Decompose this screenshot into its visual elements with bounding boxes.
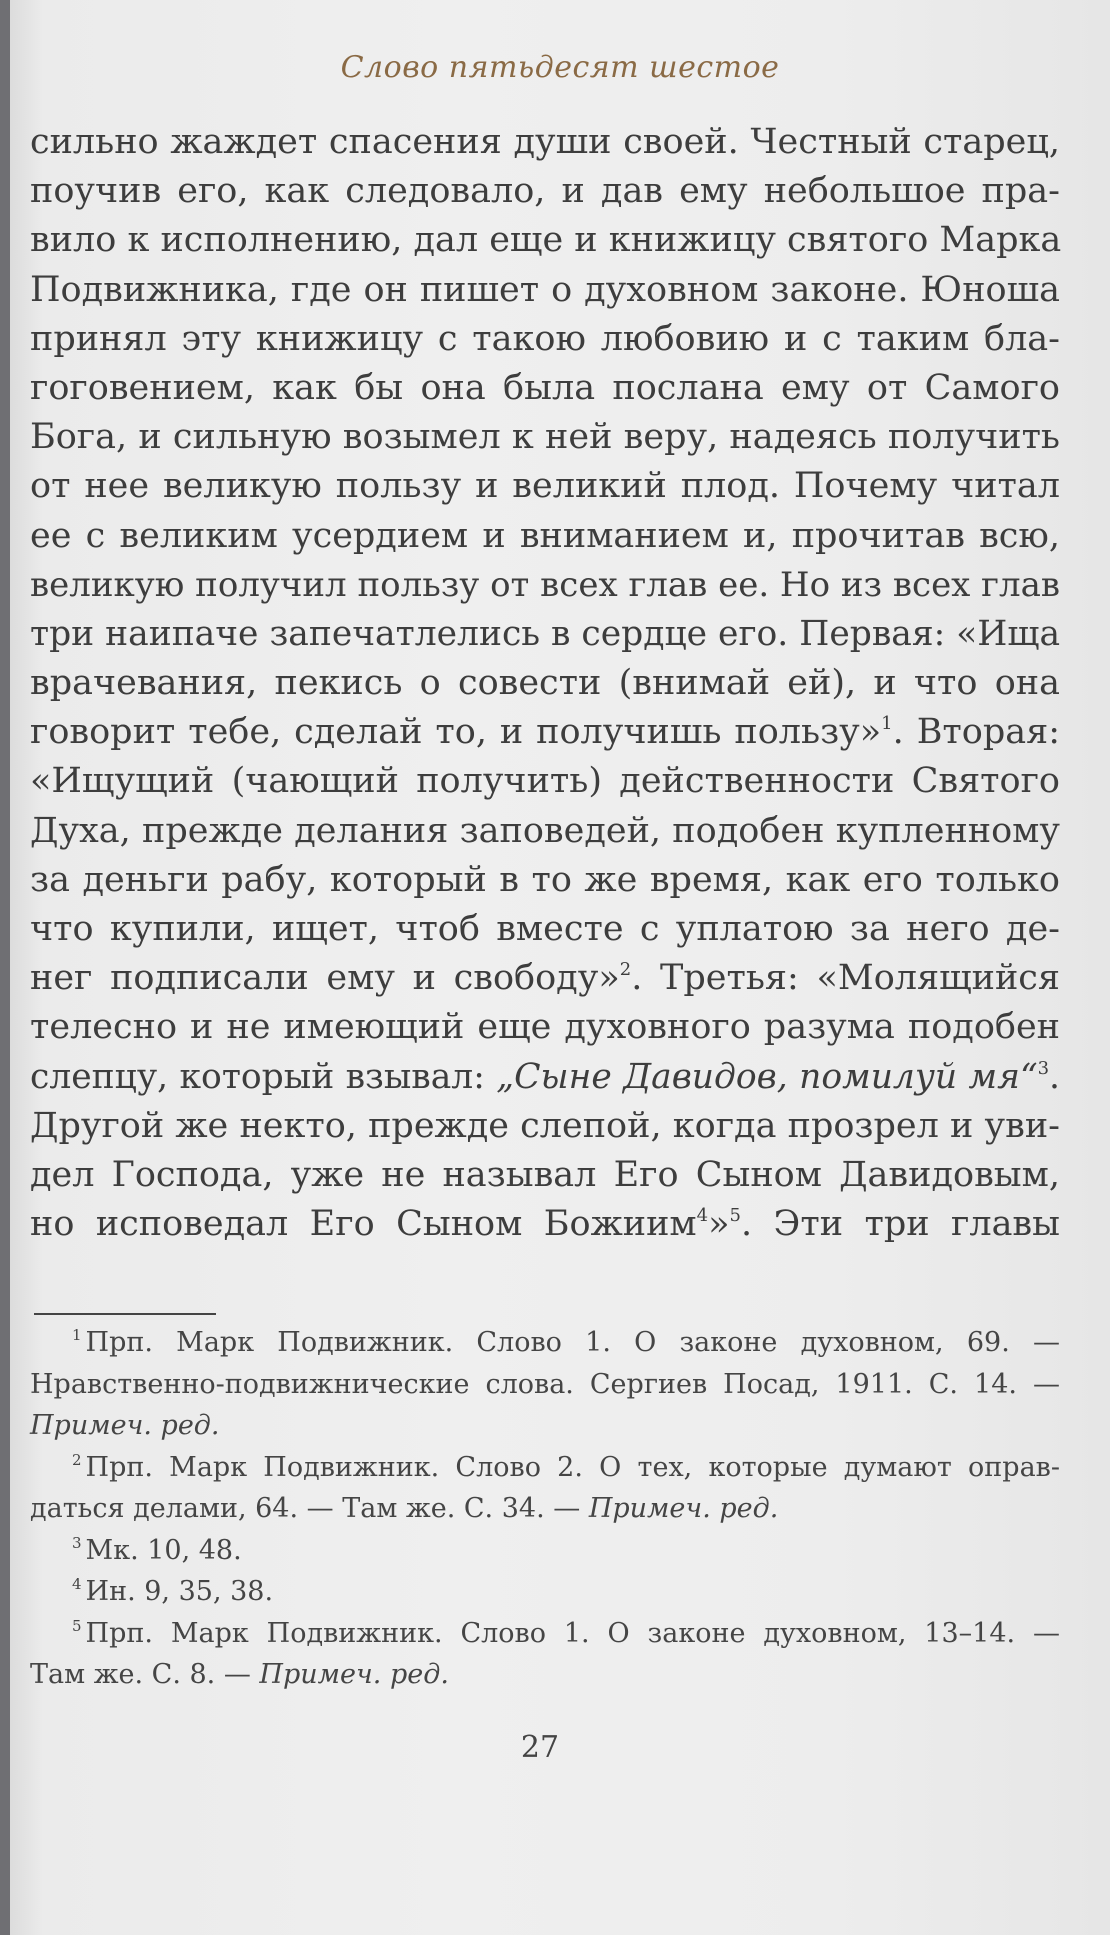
text-line: три наипаче запечатлелись в сердце его. Первая: «Ища — [30, 613, 1061, 654]
text-span: нег подписали ему и свободу» — [30, 958, 620, 999]
footnote-ref-5[interactable]: 5 — [729, 1205, 741, 1227]
footnote-number: 3 — [72, 1533, 82, 1552]
text-line: вило к исполнению, дал еще и книжицу святого Марка — [30, 220, 1062, 261]
text-line — [30, 1200, 1060, 1249]
text-line: что купили, ищет, чтоб вместе с уплатою за него де- — [30, 909, 1060, 949]
text-line: великую получил пользу от всех глав ее. Но из всех глав — [30, 564, 1060, 605]
text-line — [30, 1053, 1060, 1102]
footnote-ref-4[interactable]: 4 — [696, 1205, 709, 1227]
text-line: Бога, и сильную возымел к ней веру, надеясь получить — [30, 417, 1060, 458]
text-line: ее с великим усердием и вниманием и, прочитав всю, — [30, 515, 1060, 556]
text-line: «Ищущий (чающий получить) действенности Святого — [30, 761, 1060, 802]
footnote-divider — [34, 1313, 216, 1315]
text-span: . — [1049, 1056, 1060, 1097]
text-line — [30, 708, 1060, 757]
text-line: за деньги рабу, который в то же время, как его только — [30, 859, 1060, 900]
footnote-text: Там же. С. 8. — — [30, 1659, 260, 1690]
text-line: Подвижника, где он пишет о духовном законе. Юноша — [30, 269, 1060, 310]
text-line: дел Господа, уже не называл Его Сыном Давидовым, — [30, 1154, 1060, 1195]
footnote-line — [30, 1654, 1060, 1696]
text-line: от нее великую пользу и великий плод. Почему читал — [30, 466, 1060, 507]
text-span: но исповедал Его Сыном Божиим — [30, 1204, 697, 1245]
footnote-line: Нравственно-подвижнические слова. Сергиев Посад, 1911. С. 14. — — [30, 1368, 1060, 1400]
text-line: телесно и не имеющий еще духовного разума подобен — [30, 1007, 1060, 1048]
footnote-text: Мк. 10, 48. — [85, 1534, 242, 1566]
footnote-number: 4 — [72, 1575, 82, 1593]
text-span: слепцу, который взывал: — [30, 1056, 497, 1097]
footnote-number: 1 — [72, 1326, 82, 1344]
text-line: врачевания, пекись о совести (внимай ей), и что она — [30, 663, 1060, 704]
text-line: Другой же некто, прежде слепой, когда прозрел и уви- — [30, 1105, 1060, 1146]
footnote-number: 2 — [72, 1450, 82, 1469]
footnote-ref-2[interactable]: 2 — [619, 959, 632, 981]
footnote-ref-3[interactable]: 3 — [1037, 1057, 1050, 1079]
text-line: сильно жаждет спасения души своей. Честный старец, — [30, 122, 1060, 162]
text-span: » — [708, 1204, 730, 1245]
footnotes — [30, 1322, 1060, 1696]
italic-quote: „Сыне Давидов, помилуй мя“ — [496, 1056, 1038, 1097]
footnote-line: Примеч. ред. — [30, 1410, 220, 1441]
text-span: говорит тебе, сделай то, и получишь пользу» — [30, 712, 882, 753]
main-text — [30, 118, 1060, 1249]
footnote-line — [30, 1488, 1060, 1530]
footnote-text: даться делами, 64. — Там же. С. 34. — — [30, 1493, 589, 1524]
page-number: 27 — [520, 1730, 560, 1765]
book-page — [10, 0, 1110, 1935]
footnote-4 — [30, 1571, 1060, 1613]
text-line: принял эту книжицу с такою любовию и с таким бла- — [30, 318, 1060, 359]
footnote-text: Прп. Марк Подвижник. Слово 1. О законе духовном, 69. — — [85, 1327, 1060, 1358]
footnote-text: Ин. 9, 35, 38. — [85, 1576, 274, 1607]
running-head: Слово пятьдесят шестое — [340, 50, 780, 85]
footnote-text: Прп. Марк Подвижник. Слово 1. О законе духовном, 13–14. — — [85, 1617, 1060, 1649]
text-span: . Вторая: — [892, 712, 1060, 753]
footnote-text: Прп. Марк Подвижник. Слово 2. О тех, которые думают оправ- — [85, 1451, 1060, 1483]
text-line — [30, 954, 1060, 1003]
text-span: . Эти три главы — [740, 1204, 1060, 1245]
footnote-2 — [30, 1447, 1060, 1489]
footnote-3 — [30, 1530, 1060, 1572]
text-line: гоговением, как бы она была послана ему от Самого — [30, 367, 1060, 408]
footnote-text-italic: Примеч. ред. — [259, 1659, 449, 1690]
footnote-text-italic: Примеч. ред. — [588, 1493, 779, 1524]
text-line: поучив его, как следовало, и дав ему небольшое пра- — [30, 171, 1060, 212]
footnote-number: 5 — [72, 1616, 82, 1635]
footnote-ref-1[interactable]: 1 — [881, 713, 893, 735]
footnote-5 — [30, 1613, 1060, 1655]
text-line: Духа, прежде делания заповедей, подобен купленному — [30, 810, 1060, 851]
footnote-1 — [30, 1322, 1060, 1364]
text-span: . Третья: «Молящийся — [631, 958, 1060, 999]
